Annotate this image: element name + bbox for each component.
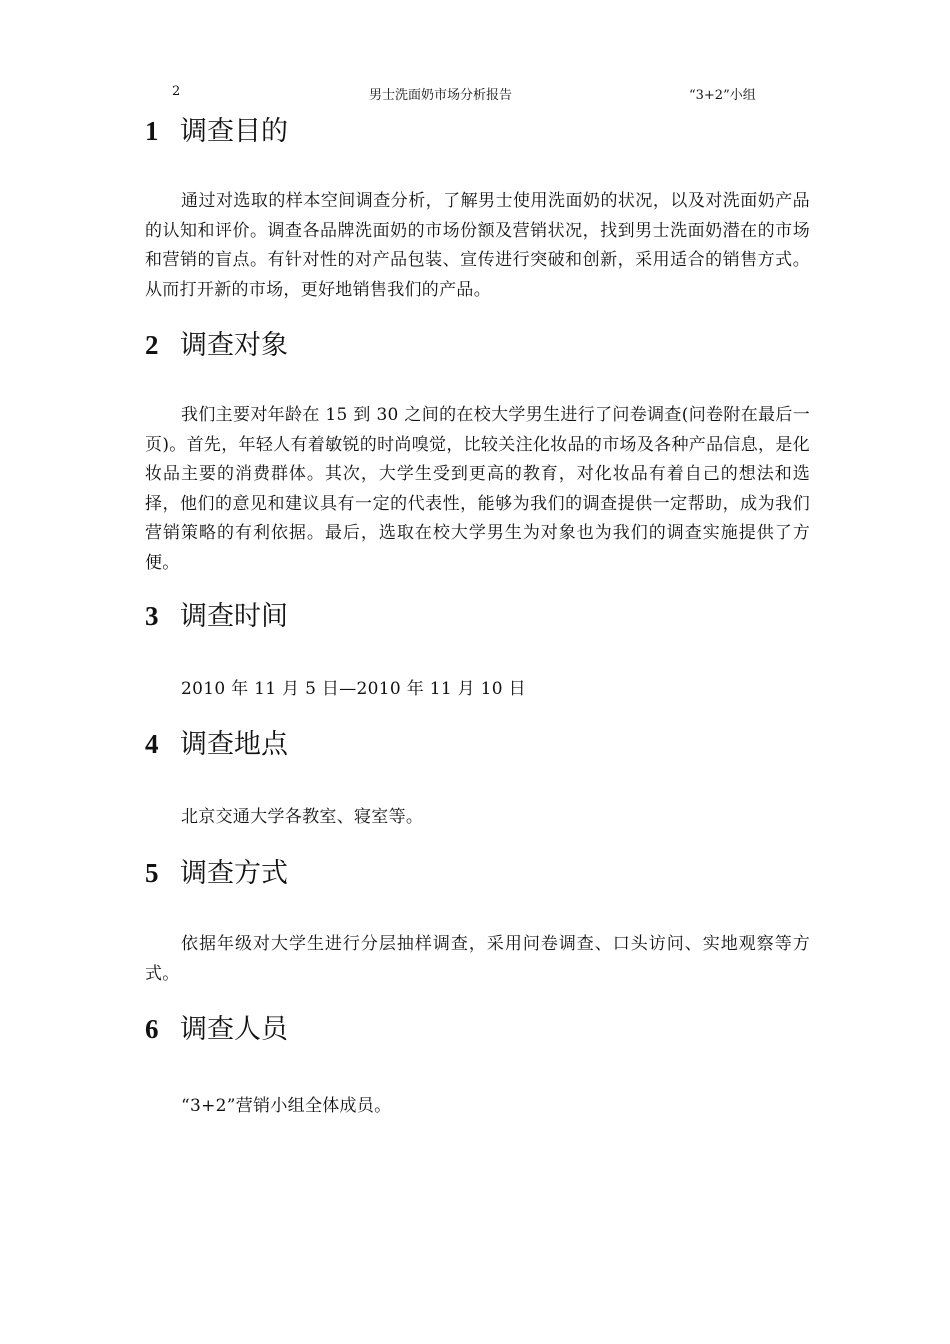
section-heading xyxy=(145,114,810,149)
section-paragraph: 依据年级对大学生进行分层抽样调查，采用问卷调查、口头访问、实地观察等方式。 xyxy=(145,934,810,984)
page-header xyxy=(0,84,950,104)
section-title: 调查时间 xyxy=(180,601,288,632)
section-paragraph: 我们主要对年龄在 15 到 30 之间的在校大学男生进行了问卷调查(问卷附在最后一页)。首先，年轻人有着敏锐的时尚嗅觉，比较关注化妆品的市场及各种产品信息，是化妆品主要的消费群体。其次，大学生受到更高的教育，对化妆品有着自己的想法和选择，他们的意见和建议具有一定的代表性，能够为我们的调查提供一定帮助，成为我们营销策略的有利依据。最后，选取在校大学男生为对象也为我们的调查实施提供了方便。 xyxy=(145,405,810,573)
section-paragraph: “3+2”营销小组全体成员。 xyxy=(181,1096,392,1116)
group-name: “3+2”小组 xyxy=(689,88,756,103)
section-paragraph: 2010 年 11 月 5 日—2010 年 11 月 10 日 xyxy=(181,679,526,699)
section-heading xyxy=(145,599,810,634)
section-location-body xyxy=(145,803,810,833)
section-purpose-body xyxy=(145,187,810,305)
section-location xyxy=(145,727,810,762)
section-paragraph: 通过对选取的样本空间调查分析，了解男士使用洗面奶的状况，以及对洗面奶产品的认知和评价。调查各品牌洗面奶的市场份额及营销状况，找到男士洗面奶潜在的市场和营销的盲点。有针对性的对产品包装、宣传进行突破和创新，采用适合的销售方式。从而打开新的市场，更好地销售我们的产品。 xyxy=(145,191,810,300)
section-title: 调查目的 xyxy=(180,116,288,147)
section-heading xyxy=(145,1012,810,1047)
section-method-body xyxy=(145,930,810,989)
document-title: 男士洗面奶市场分析报告 xyxy=(369,88,513,103)
page-number: 2 xyxy=(172,84,181,99)
section-time xyxy=(145,599,810,634)
section-title: 调查地点 xyxy=(180,729,288,760)
section-heading xyxy=(145,856,810,891)
section-paragraph: 北京交通大学各教室、寝室等。 xyxy=(181,807,424,827)
section-staff-body xyxy=(145,1092,810,1122)
section-title: 调查方式 xyxy=(180,858,288,889)
section-time-body xyxy=(145,675,810,705)
section-title: 调查对象 xyxy=(180,330,288,361)
section-title: 调查人员 xyxy=(180,1014,288,1045)
section-number: 6 xyxy=(145,1014,159,1044)
section-subjects xyxy=(145,328,810,363)
section-number: 4 xyxy=(145,729,159,759)
section-staff xyxy=(145,1012,810,1047)
section-heading xyxy=(145,328,810,363)
section-purpose xyxy=(145,114,810,149)
section-number: 1 xyxy=(145,116,159,146)
section-heading xyxy=(145,727,810,762)
section-number: 5 xyxy=(145,858,159,888)
section-number: 3 xyxy=(145,601,159,631)
section-number: 2 xyxy=(145,330,159,360)
section-method xyxy=(145,856,810,891)
section-subjects-body xyxy=(145,401,810,578)
